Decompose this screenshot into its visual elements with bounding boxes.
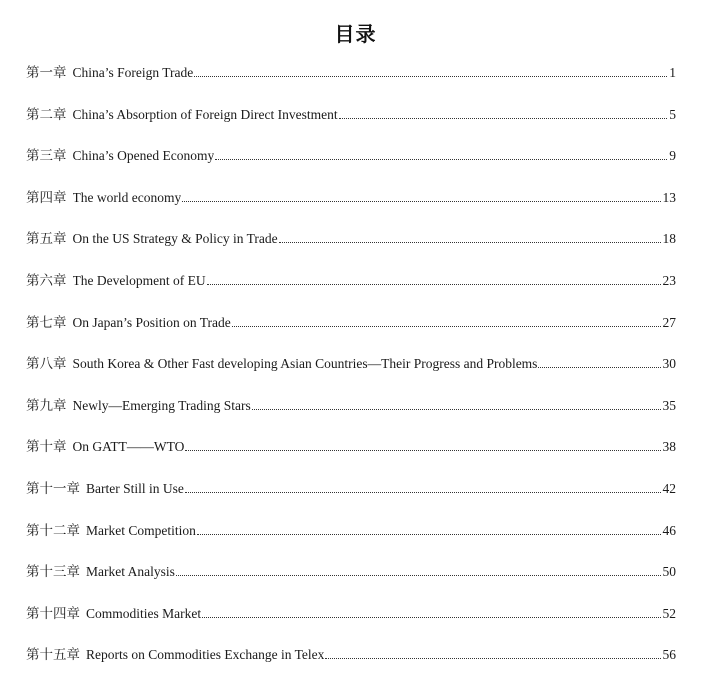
dot-leader (194, 76, 667, 77)
dot-leader (176, 575, 661, 576)
page-number: 56 (662, 647, 676, 663)
chapter-number: 第十一章 (26, 480, 80, 497)
dot-leader (252, 409, 661, 410)
chapter-title: Reports on Commodities Exchange in Telex (86, 647, 325, 663)
chapter-title: On the US Strategy & Policy in Trade (72, 231, 278, 247)
toc-entry[interactable] (26, 312, 676, 354)
page-number: 27 (662, 314, 676, 330)
toc-entry[interactable] (26, 478, 676, 520)
chapter-title: Market Competition (86, 522, 196, 538)
chapter-title: China’s Opened Economy (72, 148, 215, 164)
page-number: 50 (662, 564, 676, 580)
dot-leader (182, 201, 660, 202)
toc-entry[interactable] (26, 62, 676, 104)
toc-entry[interactable] (26, 228, 676, 270)
dot-leader (325, 658, 660, 659)
chapter-number: 第十五章 (26, 647, 80, 664)
chapter-number: 第七章 (26, 314, 67, 331)
page-number: 9 (669, 148, 676, 164)
toc-entry[interactable] (26, 520, 676, 562)
toc-entry[interactable] (26, 603, 676, 645)
page-number: 18 (662, 231, 676, 247)
dot-leader (538, 367, 660, 368)
chapter-number: 第九章 (26, 397, 67, 414)
toc-entry[interactable] (26, 104, 676, 146)
chapter-title: On Japan’s Position on Trade (72, 314, 231, 330)
page-number: 5 (669, 106, 676, 122)
chapter-title: On GATT——WTO (72, 439, 185, 455)
toc-entry[interactable] (26, 395, 676, 437)
chapter-number: 第六章 (26, 272, 67, 289)
toc-entry[interactable] (26, 270, 676, 312)
chapter-number: 第十二章 (26, 522, 80, 539)
chapter-title: The Development of EU (72, 272, 206, 288)
page-title: 目录 (334, 22, 377, 46)
page-number: 38 (662, 439, 676, 455)
chapter-title: Commodities Market (86, 605, 202, 621)
chapter-number: 第八章 (26, 356, 67, 373)
chapter-title: China’s Foreign Trade (72, 65, 194, 80)
chapter-number: 第一章 (26, 65, 67, 81)
dot-leader (232, 326, 661, 327)
dot-leader (197, 534, 661, 535)
toc-entry[interactable] (26, 353, 676, 395)
dot-leader (339, 118, 668, 119)
chapter-number: 第十章 (26, 439, 67, 456)
chapter-title: Barter Still in Use (86, 480, 184, 496)
chapter-title: Market Analysis (86, 564, 175, 580)
toc-entry[interactable] (26, 644, 676, 686)
toc-entry[interactable] (26, 145, 676, 187)
page-number: 23 (662, 272, 676, 288)
page-number: 46 (662, 522, 676, 538)
chapter-title: Newly—Emerging Trading Stars (72, 397, 251, 413)
page-number: 1 (669, 65, 676, 80)
dot-leader (207, 284, 661, 285)
chapter-number: 第三章 (26, 148, 67, 165)
page-number: 35 (662, 397, 676, 413)
chapter-number: 第十三章 (26, 564, 80, 581)
dot-leader (202, 617, 660, 618)
chapter-number: 第二章 (26, 106, 67, 123)
page-number: 52 (662, 605, 676, 621)
toc-entry[interactable] (26, 561, 676, 603)
chapter-number: 第四章 (26, 189, 67, 206)
chapter-title: The world economy (72, 189, 182, 205)
dot-leader (185, 450, 660, 451)
toc-entry[interactable] (26, 436, 676, 478)
page-number: 30 (662, 356, 676, 372)
dot-leader (279, 242, 661, 243)
chapter-number: 第五章 (26, 231, 67, 248)
table-of-contents (26, 62, 676, 686)
dot-leader (215, 159, 667, 160)
chapter-title: China’s Absorption of Foreign Direct Investment (72, 106, 338, 122)
page-number: 13 (662, 189, 676, 205)
chapter-number: 第十四章 (26, 605, 80, 622)
page-number: 42 (662, 480, 676, 496)
toc-entry[interactable] (26, 187, 676, 229)
chapter-title: South Korea & Other Fast developing Asian Countries—Their Progress and Problems (72, 356, 538, 372)
dot-leader (185, 492, 661, 493)
